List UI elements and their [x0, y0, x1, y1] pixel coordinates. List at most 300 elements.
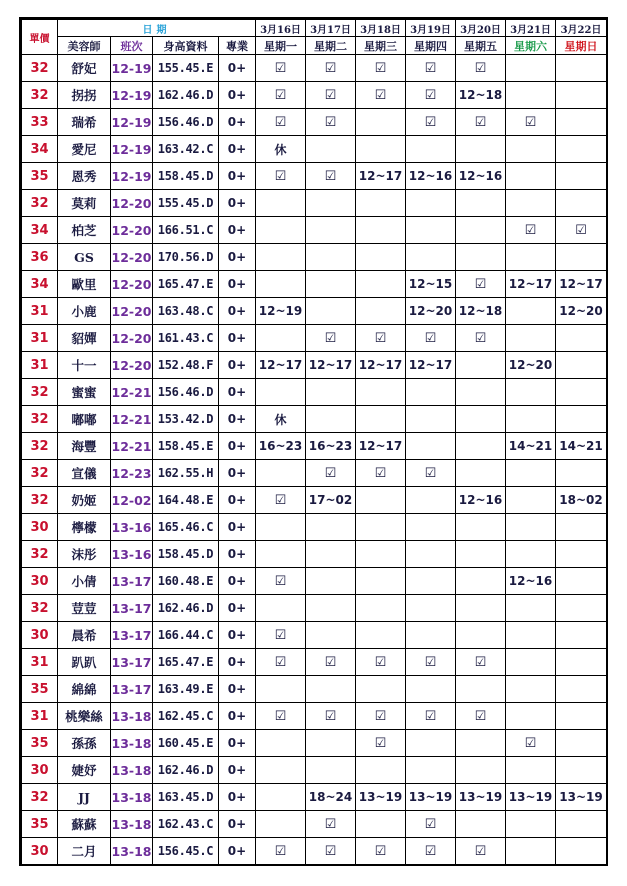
stylist-name-cell: 瑞希	[58, 109, 111, 136]
day-cell	[506, 325, 556, 352]
table-row	[22, 163, 607, 190]
class-code-cell: 12-19	[111, 82, 153, 109]
check-icon: ☑	[506, 109, 556, 136]
day-cell	[556, 649, 607, 676]
check-icon: ☑	[456, 271, 506, 298]
body-data-cell: 160.45.E	[153, 730, 219, 757]
table-row	[22, 541, 607, 568]
day-cell	[356, 271, 406, 298]
price-cell: 31	[22, 352, 58, 379]
price-cell: 30	[22, 838, 58, 865]
class-code-cell: 12-21	[111, 379, 153, 406]
day-cell	[456, 136, 506, 163]
professional-cell: 0+	[219, 649, 256, 676]
day-cell	[406, 568, 456, 595]
check-icon: ☑	[556, 217, 607, 244]
stylist-name-cell: 貂嬋	[58, 325, 111, 352]
header-date: 3月18日	[356, 20, 406, 37]
day-cell: 13~19	[456, 784, 506, 811]
day-cell	[256, 757, 306, 784]
day-cell	[356, 109, 406, 136]
day-cell	[456, 595, 506, 622]
check-icon: ☑	[406, 460, 456, 487]
class-code-cell: 13-17	[111, 568, 153, 595]
day-cell	[356, 676, 406, 703]
body-data-cell: 155.45.E	[153, 55, 219, 82]
table-row	[22, 595, 607, 622]
day-cell	[306, 379, 356, 406]
body-data-cell: 170.56.D	[153, 244, 219, 271]
class-code-cell: 13-18	[111, 730, 153, 757]
body-data-cell: 161.43.C	[153, 325, 219, 352]
price-cell: 30	[22, 568, 58, 595]
day-cell	[556, 568, 607, 595]
professional-cell: 0+	[219, 433, 256, 460]
day-cell: 12~19	[256, 298, 306, 325]
price-cell: 32	[22, 82, 58, 109]
day-cell	[456, 730, 506, 757]
day-cell	[356, 244, 406, 271]
class-code-cell: 12-20	[111, 271, 153, 298]
stylist-name-cell: 舒妃	[58, 55, 111, 82]
table-row	[22, 622, 607, 649]
header-weekday: 星期二	[306, 37, 356, 55]
professional-cell: 0+	[219, 676, 256, 703]
day-cell	[556, 460, 607, 487]
day-cell	[406, 757, 456, 784]
day-cell	[256, 190, 306, 217]
day-cell: 12~16	[456, 163, 506, 190]
body-data-cell: 153.42.D	[153, 406, 219, 433]
price-cell: 32	[22, 460, 58, 487]
check-icon: ☑	[406, 82, 456, 109]
stylist-name-cell: 荳荳	[58, 595, 111, 622]
header-weekday: 星期五	[456, 37, 506, 55]
day-cell	[356, 622, 406, 649]
day-cell	[456, 352, 506, 379]
day-cell	[506, 514, 556, 541]
day-cell	[356, 595, 406, 622]
day-cell	[456, 676, 506, 703]
schedule-sheet	[19, 17, 608, 866]
check-icon: ☑	[356, 730, 406, 757]
day-cell	[406, 487, 456, 514]
day-cell	[456, 406, 506, 433]
check-icon: ☑	[306, 811, 356, 838]
day-cell	[506, 541, 556, 568]
day-cell	[306, 244, 356, 271]
class-code-cell: 12-21	[111, 433, 153, 460]
price-cell: 30	[22, 757, 58, 784]
day-cell	[506, 649, 556, 676]
day-cell	[556, 757, 607, 784]
class-code-cell: 13-18	[111, 757, 153, 784]
stylist-name-cell: 小鹿	[58, 298, 111, 325]
day-cell	[256, 217, 306, 244]
day-cell	[306, 541, 356, 568]
price-cell: 31	[22, 298, 58, 325]
table-row	[22, 757, 607, 784]
day-cell	[256, 595, 306, 622]
day-cell	[456, 460, 506, 487]
day-cell	[256, 730, 306, 757]
class-code-cell: 12-20	[111, 298, 153, 325]
professional-cell: 0+	[219, 487, 256, 514]
class-code-cell: 12-21	[111, 406, 153, 433]
day-cell	[556, 109, 607, 136]
day-cell	[306, 217, 356, 244]
body-data-cell: 162.46.D	[153, 82, 219, 109]
day-cell	[256, 541, 306, 568]
day-cell: 12~17	[356, 163, 406, 190]
price-cell: 32	[22, 595, 58, 622]
body-data-cell: 163.45.D	[153, 784, 219, 811]
stylist-name-cell: 趴趴	[58, 649, 111, 676]
header-date: 3月22日	[556, 20, 607, 37]
day-cell: 12~20	[406, 298, 456, 325]
professional-cell: 0+	[219, 379, 256, 406]
check-icon: ☑	[306, 163, 356, 190]
header-weekday-saturday: 星期六	[506, 37, 556, 55]
price-cell: 34	[22, 271, 58, 298]
price-cell: 32	[22, 55, 58, 82]
professional-cell: 0+	[219, 271, 256, 298]
day-cell: 13~19	[356, 784, 406, 811]
body-data-cell: 163.42.C	[153, 136, 219, 163]
header-row-dates	[22, 20, 607, 37]
header-date-group: 日期	[58, 20, 256, 37]
day-cell	[256, 379, 306, 406]
day-cell: 13~19	[406, 784, 456, 811]
day-cell	[556, 595, 607, 622]
class-code-cell: 13-17	[111, 676, 153, 703]
day-cell: 12~20	[506, 352, 556, 379]
day-cell	[406, 244, 456, 271]
check-icon: ☑	[506, 217, 556, 244]
day-cell	[356, 541, 406, 568]
day-cell	[306, 568, 356, 595]
header-date: 3月19日	[406, 20, 456, 37]
day-cell	[356, 406, 406, 433]
check-icon: ☑	[406, 325, 456, 352]
day-cell	[506, 55, 556, 82]
table-row	[22, 217, 607, 244]
check-icon: ☑	[306, 649, 356, 676]
stylist-name-cell: 奶姬	[58, 487, 111, 514]
table-row	[22, 730, 607, 757]
schedule-table	[21, 19, 607, 865]
header-price: 單價	[22, 20, 58, 55]
day-cell	[456, 217, 506, 244]
body-data-cell: 163.49.E	[153, 676, 219, 703]
day-cell: 16~23	[306, 433, 356, 460]
price-cell: 31	[22, 649, 58, 676]
check-icon: ☑	[256, 838, 306, 865]
stylist-name-cell: 婕妤	[58, 757, 111, 784]
professional-cell: 0+	[219, 163, 256, 190]
day-cell	[556, 55, 607, 82]
day-cell: 18~24	[306, 784, 356, 811]
day-cell	[456, 811, 506, 838]
class-code-cell: 13-18	[111, 811, 153, 838]
check-icon: ☑	[306, 82, 356, 109]
price-cell: 31	[22, 703, 58, 730]
stylist-name-cell: 桃樂絲	[58, 703, 111, 730]
price-cell: 32	[22, 541, 58, 568]
price-cell: 30	[22, 622, 58, 649]
day-cell: 12~20	[556, 298, 607, 325]
price-cell: 32	[22, 379, 58, 406]
day-cell: 12~17	[506, 271, 556, 298]
body-data-cell: 155.45.D	[153, 190, 219, 217]
day-cell	[506, 838, 556, 865]
class-code-cell: 12-19	[111, 163, 153, 190]
body-data-cell: 158.45.E	[153, 433, 219, 460]
day-cell: 12~17	[356, 433, 406, 460]
table-row	[22, 487, 607, 514]
table-body	[22, 55, 607, 865]
price-cell: 34	[22, 217, 58, 244]
day-cell	[506, 487, 556, 514]
day-cell	[556, 622, 607, 649]
class-code-cell: 12-19	[111, 55, 153, 82]
stylist-name-cell: 沫彤	[58, 541, 111, 568]
check-icon: ☑	[306, 460, 356, 487]
class-code-cell: 12-19	[111, 109, 153, 136]
day-cell	[456, 190, 506, 217]
check-icon: ☑	[406, 55, 456, 82]
check-icon: ☑	[356, 838, 406, 865]
table-row	[22, 514, 607, 541]
header-date: 3月16日	[256, 20, 306, 37]
day-cell	[306, 271, 356, 298]
stylist-name-cell: 小倩	[58, 568, 111, 595]
day-cell	[556, 703, 607, 730]
body-data-cell: 156.45.C	[153, 838, 219, 865]
day-cell	[406, 190, 456, 217]
class-code-cell: 12-19	[111, 136, 153, 163]
day-cell	[356, 487, 406, 514]
body-data-cell: 165.47.E	[153, 271, 219, 298]
day-cell	[506, 595, 556, 622]
day-cell	[306, 136, 356, 163]
stylist-name-cell: 綿綿	[58, 676, 111, 703]
day-cell	[506, 757, 556, 784]
day-cell: 12~16	[456, 487, 506, 514]
day-cell	[406, 379, 456, 406]
body-data-cell: 156.46.D	[153, 379, 219, 406]
check-icon: ☑	[406, 811, 456, 838]
day-cell	[306, 730, 356, 757]
day-cell	[456, 757, 506, 784]
day-cell	[506, 622, 556, 649]
day-cell	[356, 514, 406, 541]
day-cell: 14~21	[506, 433, 556, 460]
day-cell	[556, 163, 607, 190]
body-data-cell: 158.45.D	[153, 541, 219, 568]
table-row	[22, 784, 607, 811]
check-icon: ☑	[356, 649, 406, 676]
check-icon: ☑	[456, 325, 506, 352]
class-code-cell: 12-20	[111, 244, 153, 271]
table-row	[22, 325, 607, 352]
body-data-cell: 163.48.C	[153, 298, 219, 325]
check-icon: ☑	[506, 730, 556, 757]
professional-cell: 0+	[219, 136, 256, 163]
price-cell: 31	[22, 325, 58, 352]
table-row	[22, 82, 607, 109]
day-cell	[356, 298, 406, 325]
table-row	[22, 568, 607, 595]
day-cell	[506, 82, 556, 109]
day-cell	[306, 298, 356, 325]
price-cell: 35	[22, 811, 58, 838]
check-icon: ☑	[406, 649, 456, 676]
professional-cell: 0+	[219, 784, 256, 811]
professional-cell: 0+	[219, 730, 256, 757]
day-cell	[406, 514, 456, 541]
day-cell	[356, 217, 406, 244]
day-cell: 12~17	[556, 271, 607, 298]
day-cell	[506, 811, 556, 838]
table-row	[22, 460, 607, 487]
professional-cell: 0+	[219, 838, 256, 865]
day-cell: 12~17	[306, 352, 356, 379]
professional-cell: 0+	[219, 217, 256, 244]
day-cell	[306, 757, 356, 784]
body-data-cell: 166.44.C	[153, 622, 219, 649]
day-cell	[506, 163, 556, 190]
day-cell: 休	[256, 406, 306, 433]
day-cell	[456, 622, 506, 649]
check-icon: ☑	[256, 82, 306, 109]
professional-cell: 0+	[219, 298, 256, 325]
header-weekday: 星期四	[406, 37, 456, 55]
table-row	[22, 838, 607, 865]
stylist-name-cell: 柏芝	[58, 217, 111, 244]
header-class-code: 班次	[111, 37, 153, 55]
day-cell	[556, 730, 607, 757]
day-cell	[456, 568, 506, 595]
day-cell	[506, 460, 556, 487]
price-cell: 30	[22, 514, 58, 541]
check-icon: ☑	[456, 649, 506, 676]
body-data-cell: 160.48.E	[153, 568, 219, 595]
day-cell	[356, 811, 406, 838]
stylist-name-cell: 宣儀	[58, 460, 111, 487]
class-code-cell: 13-18	[111, 784, 153, 811]
class-code-cell: 12-20	[111, 325, 153, 352]
day-cell	[306, 514, 356, 541]
day-cell	[256, 514, 306, 541]
day-cell: 12~18	[456, 82, 506, 109]
header-body-data: 身高資料	[153, 37, 219, 55]
day-cell	[406, 676, 456, 703]
stylist-name-cell: 歐里	[58, 271, 111, 298]
day-cell: 12~17	[256, 352, 306, 379]
body-data-cell: 152.48.F	[153, 352, 219, 379]
body-data-cell: 162.55.H	[153, 460, 219, 487]
day-cell	[356, 190, 406, 217]
check-icon: ☑	[256, 568, 306, 595]
price-cell: 35	[22, 163, 58, 190]
stylist-name-cell: 蜜蜜	[58, 379, 111, 406]
day-cell	[556, 379, 607, 406]
table-row	[22, 649, 607, 676]
header-date: 3月17日	[306, 20, 356, 37]
stylist-name-cell: 檸檬	[58, 514, 111, 541]
day-cell	[356, 379, 406, 406]
professional-cell: 0+	[219, 82, 256, 109]
day-cell	[556, 811, 607, 838]
table-row	[22, 136, 607, 163]
professional-cell: 0+	[219, 541, 256, 568]
day-cell	[556, 136, 607, 163]
day-cell	[406, 217, 456, 244]
day-cell	[356, 136, 406, 163]
class-code-cell: 12-02	[111, 487, 153, 514]
check-icon: ☑	[456, 55, 506, 82]
table-row	[22, 298, 607, 325]
check-icon: ☑	[306, 325, 356, 352]
check-icon: ☑	[356, 82, 406, 109]
body-data-cell: 164.48.E	[153, 487, 219, 514]
day-cell	[306, 622, 356, 649]
professional-cell: 0+	[219, 757, 256, 784]
day-cell	[456, 541, 506, 568]
price-cell: 35	[22, 730, 58, 757]
day-cell	[256, 784, 306, 811]
price-cell: 34	[22, 136, 58, 163]
day-cell: 12~16	[506, 568, 556, 595]
day-cell	[506, 244, 556, 271]
day-cell	[256, 271, 306, 298]
header-row-labels	[22, 37, 607, 55]
class-code-cell: 13-17	[111, 622, 153, 649]
day-cell	[256, 676, 306, 703]
professional-cell: 0+	[219, 568, 256, 595]
day-cell	[356, 757, 406, 784]
day-cell: 12~16	[406, 163, 456, 190]
professional-cell: 0+	[219, 811, 256, 838]
day-cell	[406, 406, 456, 433]
class-code-cell: 12-20	[111, 190, 153, 217]
day-cell	[256, 460, 306, 487]
professional-cell: 0+	[219, 55, 256, 82]
stylist-name-cell: 莫莉	[58, 190, 111, 217]
check-icon: ☑	[406, 703, 456, 730]
day-cell	[506, 379, 556, 406]
check-icon: ☑	[406, 838, 456, 865]
day-cell: 14~21	[556, 433, 607, 460]
day-cell	[306, 406, 356, 433]
table-row	[22, 406, 607, 433]
day-cell: 休	[256, 136, 306, 163]
check-icon: ☑	[456, 109, 506, 136]
day-cell	[506, 136, 556, 163]
day-cell	[456, 514, 506, 541]
day-cell	[406, 622, 456, 649]
day-cell	[456, 379, 506, 406]
price-cell: 32	[22, 487, 58, 514]
stylist-name-cell: JJ	[58, 784, 111, 811]
check-icon: ☑	[356, 325, 406, 352]
day-cell	[506, 298, 556, 325]
day-cell	[506, 406, 556, 433]
body-data-cell: 162.46.D	[153, 595, 219, 622]
day-cell	[556, 352, 607, 379]
day-cell	[356, 568, 406, 595]
